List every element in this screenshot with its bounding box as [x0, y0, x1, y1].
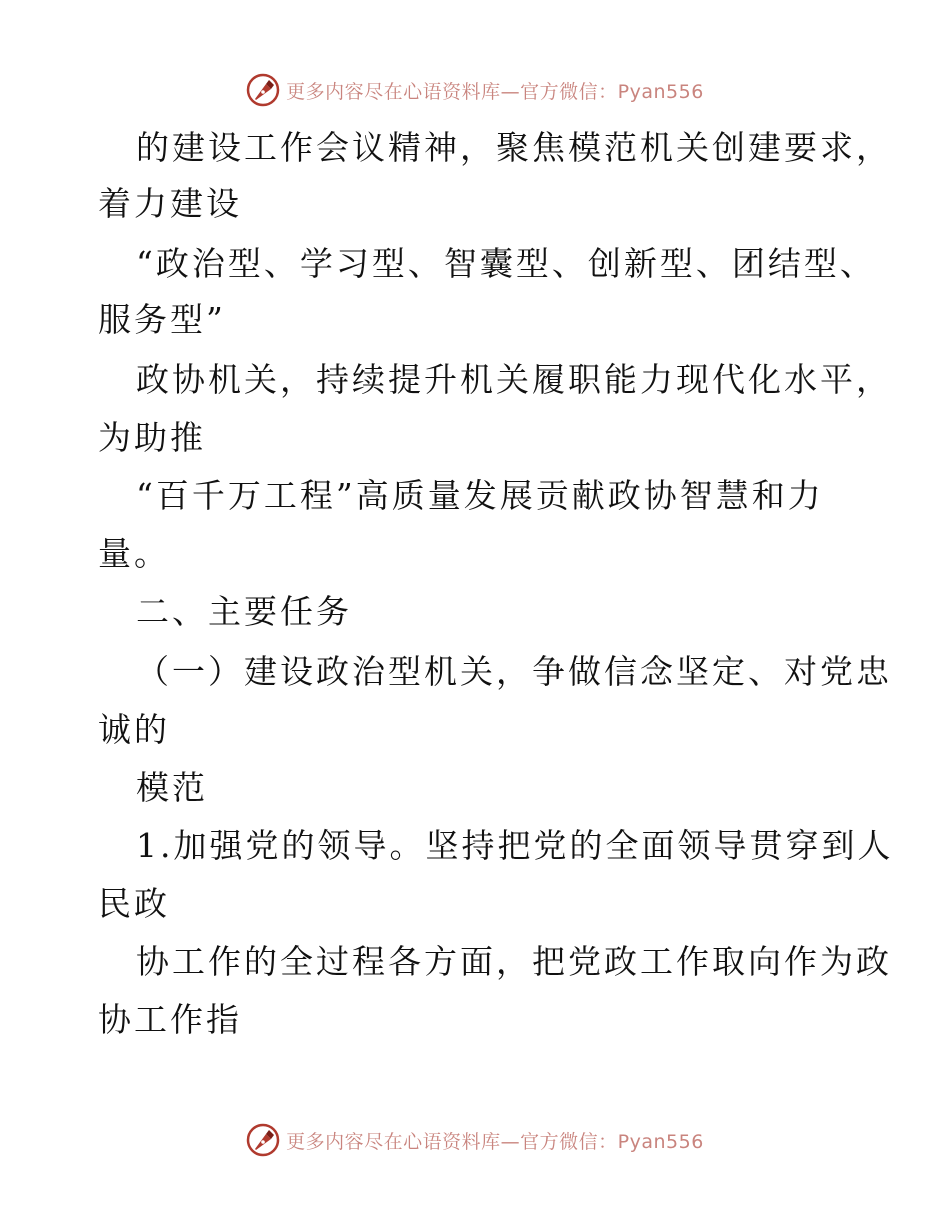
body-line: “百千万工程”高质量发展贡献政协智慧和力: [136, 476, 824, 515]
body-line: 着力建设: [98, 184, 242, 223]
body-line: 民政: [98, 884, 170, 923]
body-line: 为助推: [98, 418, 206, 457]
body-line: “政治型、学习型、智囊型、创新型、团结型、: [136, 244, 876, 283]
body-line: 协工作的全过程各方面，把党政工作取向作为政: [136, 942, 892, 981]
header-banner-text: 更多内容尽在心语资料库—官方微信：Pyan556: [286, 80, 704, 103]
body-line: 的建设工作会议精神，聚焦模范机关创建要求，: [136, 128, 892, 167]
body-line: 政协机关，持续提升机关履职能力现代化水平，: [136, 360, 892, 399]
subsection-heading: （一）建设政治型机关，争做信念坚定、对党忠: [136, 652, 892, 691]
body-line: 量。: [98, 534, 170, 573]
body-line: 诚的: [98, 710, 170, 749]
footer-banner: [0, 1120, 950, 1160]
pen-nib-logo-icon: [246, 1123, 280, 1157]
body-line: 协工作指: [98, 1000, 242, 1039]
body-line: 服务型”: [98, 300, 226, 339]
body-line: 模范: [136, 768, 208, 807]
footer-banner-text: 更多内容尽在心语资料库—官方微信：Pyan556: [286, 1130, 704, 1153]
body-line: 1.加强党的领导。坚持把党的全面领导贯穿到人: [136, 826, 894, 865]
section-heading: 二、主要任务: [136, 592, 352, 631]
